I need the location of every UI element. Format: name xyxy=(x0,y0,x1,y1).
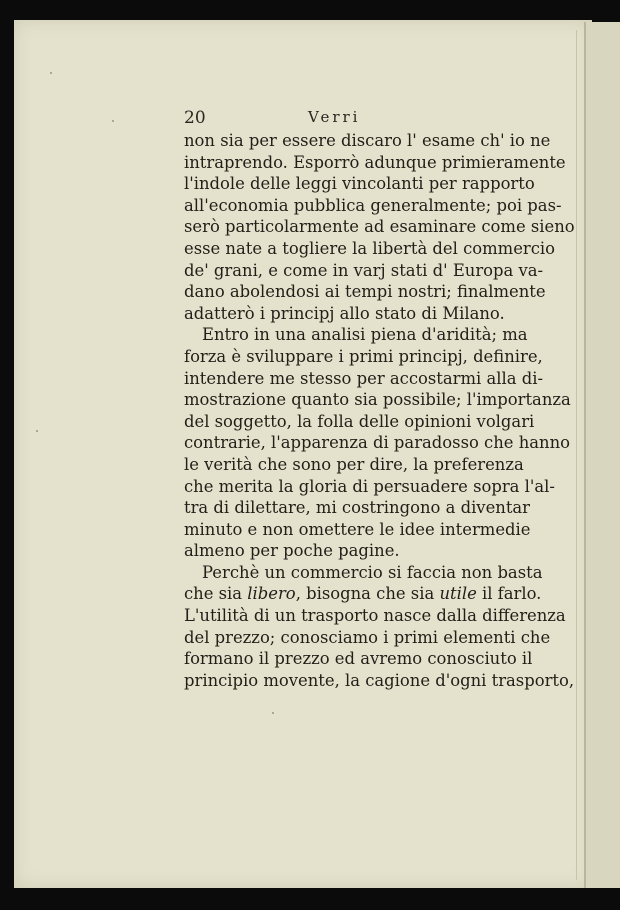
page-gutter xyxy=(576,30,577,880)
italic-word: utile xyxy=(439,584,477,604)
paper-speck xyxy=(36,430,38,432)
text-line: intendere me stesso per accostarmi alla di- xyxy=(184,368,543,388)
page-number: 20 xyxy=(184,108,206,128)
text-line: che merita la gloria di persuadere sopra l'al- xyxy=(184,476,555,496)
page-header xyxy=(184,108,514,130)
text-line: mostrazione quanto sia possibile; l'importanza xyxy=(184,390,571,410)
paper-speck xyxy=(50,72,52,74)
text-line xyxy=(184,670,575,692)
text-run: formano il prezzo ed avremo conosciuto il xyxy=(184,649,533,669)
text-run: L'utilità di un trasporto nasce dalla differenza xyxy=(184,606,566,626)
text-line: Entro in una analisi piena d'aridità; ma xyxy=(202,325,528,345)
text-line: del soggetto, la folla delle opinioni volgari xyxy=(184,411,535,431)
text-line: minuto e non omettere le idee intermedie xyxy=(184,519,531,539)
text-line: esse nate a togliere la libertà del commercio xyxy=(184,238,556,258)
text-line: adatterò i principj allo stato di Milano. xyxy=(184,303,505,323)
text-line: de' grani, e come in varj stati d' Europa va- xyxy=(184,260,544,280)
body-text xyxy=(184,130,575,691)
text-line: contrarie, l'apparenza di paradosso che hanno xyxy=(184,433,571,453)
text-line: non sia per essere discaro l' esame ch' io ne xyxy=(184,131,551,150)
text-run: che sia xyxy=(184,584,248,604)
text-line xyxy=(184,648,533,670)
paper-speck xyxy=(112,120,114,122)
text-line xyxy=(184,562,543,584)
text-line: dano abolendosi ai tempi nostri; finalmente xyxy=(184,282,546,302)
text-line xyxy=(184,627,551,649)
text-line xyxy=(184,583,542,605)
text-line: le verità che sono per dire, la preferenza xyxy=(184,454,524,474)
text-line xyxy=(184,605,566,627)
text-run: Perchè un commercio si faccia non basta xyxy=(202,562,543,582)
running-head: Verri xyxy=(308,108,361,126)
text-line: forza è sviluppare i primi principj, definire, xyxy=(184,346,543,366)
text-run: , bisogna che sia xyxy=(295,584,440,604)
next-page-edge xyxy=(584,22,620,888)
italic-word: libero xyxy=(247,584,296,604)
text-line: l'indole delle leggi vincolanti per rapporto xyxy=(184,174,535,194)
text-line: all'economia pubblica generalmente; poi pas- xyxy=(184,195,562,215)
paper-speck xyxy=(272,712,274,714)
text-line: almeno per poche pagine. xyxy=(184,541,400,561)
text-run: principio movente, la cagione d'ogni trasporto, xyxy=(184,670,575,690)
text-line: serò particolarmente ad esaminare come sieno xyxy=(184,217,575,237)
text-run: del prezzo; conosciamo i primi elementi che xyxy=(184,627,551,647)
text-run: il farlo. xyxy=(476,584,542,604)
text-line: tra di dilettare, mi costringono a diventar xyxy=(184,498,531,518)
text-line: intraprendo. Esporrò adunque primieramente xyxy=(184,152,566,172)
